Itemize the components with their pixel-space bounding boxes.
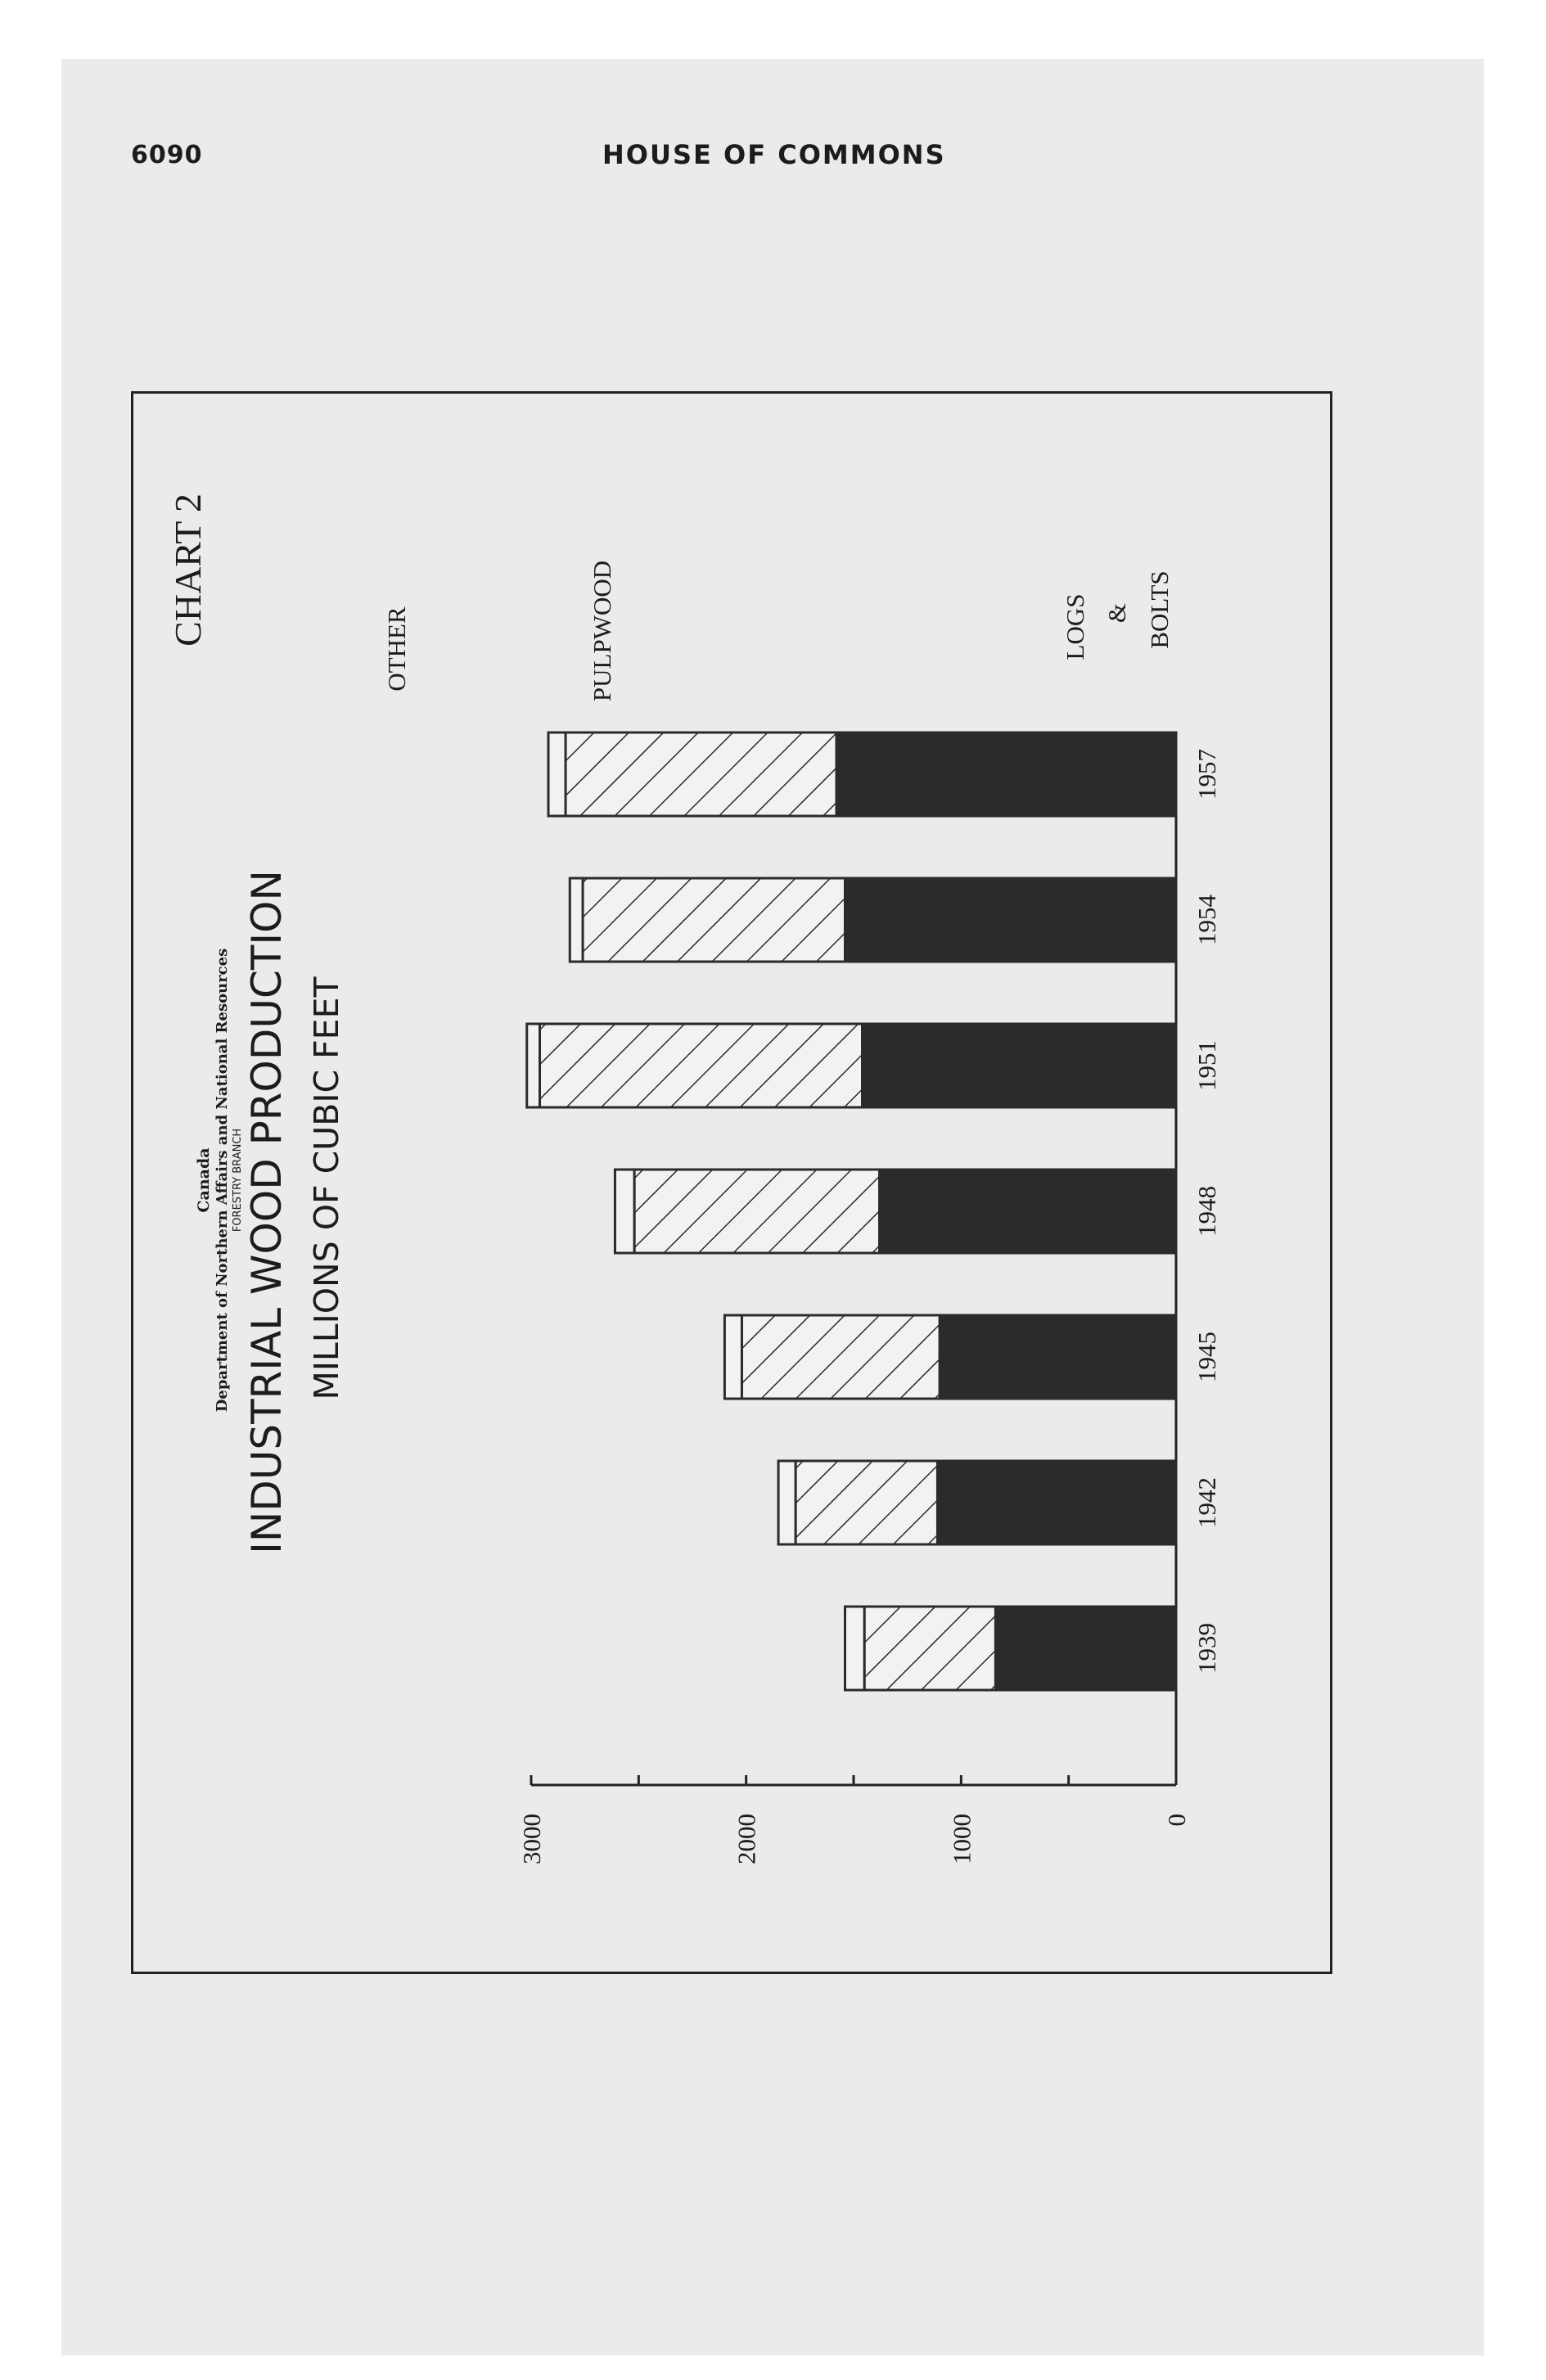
agency-line-2: Department of Northern Affairs and National Resources — [214, 948, 231, 1413]
chart-label: CHART 2 — [167, 494, 209, 647]
chart-svg — [133, 394, 1330, 1972]
category-label: 1951 — [1192, 1040, 1221, 1091]
bar-segment-logs-bolts — [836, 732, 1176, 816]
bar-segment-other — [724, 1315, 741, 1399]
chart-title: INDUSTRIAL WOOD PRODUCTION — [243, 870, 291, 1554]
category-label: 1945 — [1192, 1332, 1221, 1382]
category-label: 1948 — [1192, 1186, 1221, 1237]
bar-segment-logs-bolts — [863, 1024, 1176, 1107]
bar-segment-other — [527, 1024, 540, 1107]
bar-segment-logs-bolts — [845, 878, 1176, 962]
chart-subtitle: MILLIONS OF CUBIC FEET — [307, 976, 346, 1400]
legend-pulpwood: PULPWOOD — [588, 560, 616, 702]
bar-segment-logs-bolts — [880, 1170, 1176, 1253]
category-label: 1942 — [1192, 1477, 1221, 1528]
category-label: 1939 — [1192, 1623, 1221, 1674]
bar-segment-other — [570, 878, 583, 962]
bar-segment-logs-bolts — [937, 1461, 1176, 1544]
bar-segment-logs-bolts — [995, 1607, 1176, 1690]
agency-line-1: Canada — [195, 1147, 213, 1213]
category-label: 1957 — [1192, 749, 1221, 800]
bar-segment-pulpwood — [796, 1461, 937, 1544]
bar-segment-pulpwood — [741, 1315, 940, 1399]
bar-segment-pulpwood — [566, 732, 836, 816]
value-axis-tick-label: 1000 — [947, 1814, 976, 1864]
bar-segment-pulpwood — [583, 878, 845, 962]
legend-logs-line2: & — [1102, 602, 1131, 624]
bar-segment-logs-bolts — [940, 1315, 1176, 1399]
bar-segment-pulpwood — [634, 1170, 879, 1253]
value-axis-tick-label: 3000 — [517, 1814, 546, 1864]
bar-segment-pulpwood — [540, 1024, 863, 1107]
legend-other: OTHER — [382, 606, 411, 692]
category-label: 1954 — [1192, 895, 1221, 945]
agency-line-3: FORESTRY BRANCH — [232, 1128, 244, 1233]
page-number: 6090 — [131, 141, 203, 169]
bar-segment-pulpwood — [864, 1607, 995, 1690]
bar-segment-other — [778, 1461, 796, 1544]
legend-logs-line3: BOLTS — [1145, 570, 1174, 649]
value-axis-tick-label: 2000 — [732, 1814, 761, 1864]
value-axis-tick-label: 0 — [1162, 1814, 1191, 1827]
plot-area — [517, 732, 1221, 1864]
legend-logs-line1: LOGS — [1061, 593, 1089, 660]
chart-frame — [131, 391, 1332, 1974]
bar-segment-other — [845, 1607, 864, 1690]
running-head: HOUSE OF COMMONS — [602, 139, 946, 170]
bar-segment-other — [548, 732, 566, 816]
bar-segment-other — [615, 1170, 634, 1253]
